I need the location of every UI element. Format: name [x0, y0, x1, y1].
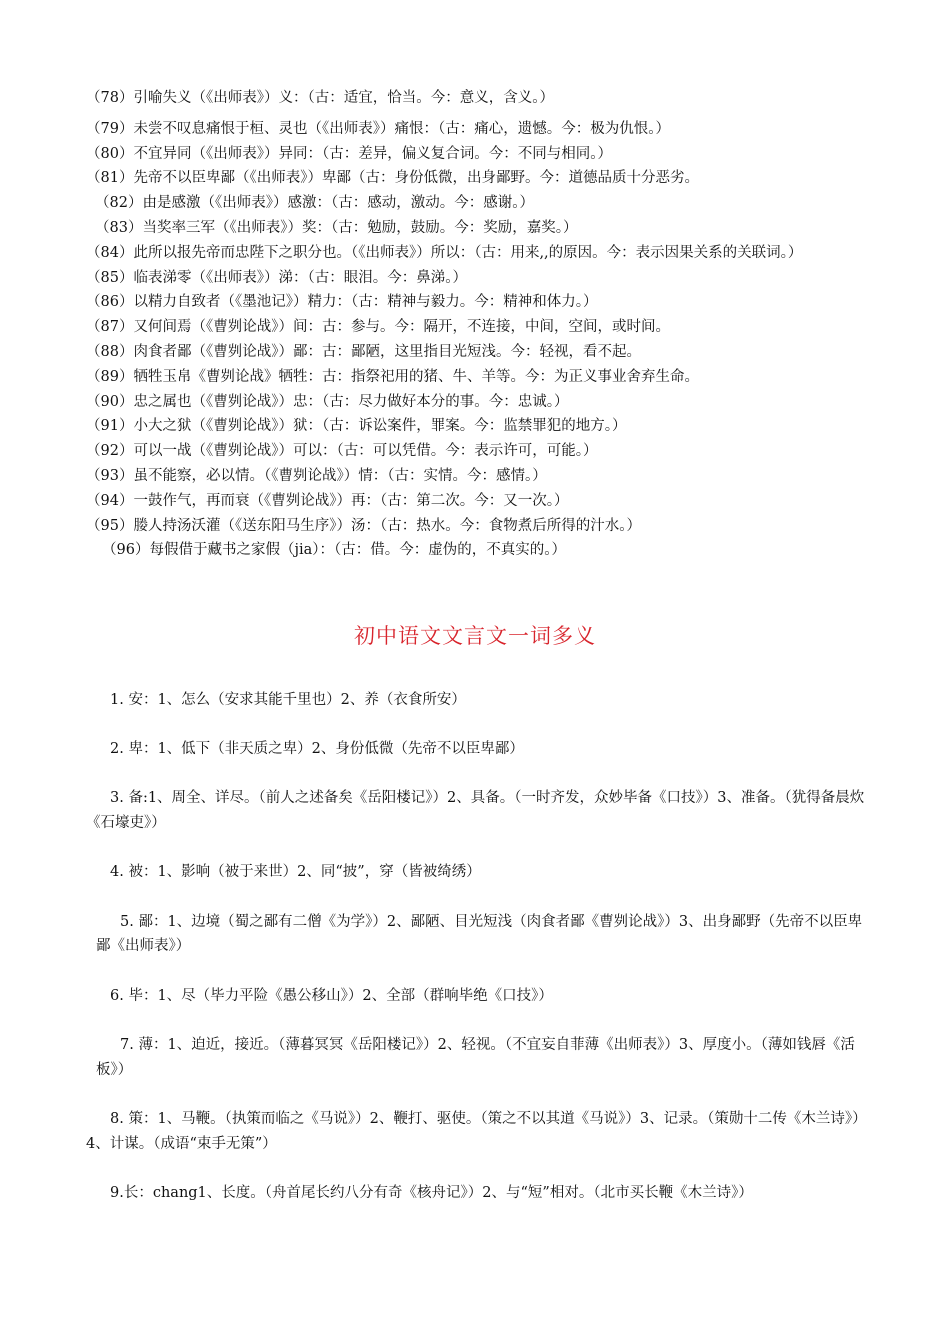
list-item: （81）先帝不以臣卑鄙（《出师表》）卑鄙（古：身份低微，出身鄙野。今：道德品质十分恶劣。 — [86, 170, 699, 187]
polysemy-entry — [86, 860, 866, 885]
list-item: （93）虽不能察，必以情。（《曹刿论战》）情：（古：实情。今：感情。） — [86, 467, 547, 484]
list-item: （83）当奖率三军（《出师表》）奖：（古：勉励，鼓励。今：奖励，嘉奖。） — [95, 219, 578, 236]
list-item: （90）忠之属也（《曹刿论战》）忠：（古：尽力做好本分的事。今：忠诚。） — [86, 393, 569, 410]
polysemy-entry — [86, 1181, 866, 1206]
list-item: （94）一鼓作气，再而衰（《曹刿论战》）再：（古：第二次。今：又一次。） — [86, 492, 569, 509]
list-item: （80）不宜异同（《出师表》）异同：（古：差异，偏义复合词。今：不同与相同。） — [86, 145, 612, 162]
polysemy-list — [86, 688, 866, 1230]
list-item: （92）可以一战（《曹刿论战》）可以：（古：可以凭借。今：表示许可，可能。） — [86, 443, 598, 460]
polysemy-entry-text: 1. 安：1、怎么（安求其能千里也）2、养（衣食所安） — [110, 692, 466, 708]
polysemy-entry — [86, 786, 866, 836]
list-item: （78）引喻失义（《出师表》）义：（古：适宜，恰当。今：意义，含义。） — [86, 90, 554, 106]
list-item: （86）以精力自致者（《墨池记》）精力：（古：精神与毅力。今：精神和体力。） — [86, 294, 598, 311]
list-item: （95）媵人持汤沃灌（《送东阳马生序》）汤：（古：热水。今：食物煮后所得的汁水。） — [86, 517, 641, 534]
polysemy-entry-text: 7. 薄：1、迫近，接近。（薄暮冥冥《岳阳楼记》）2、轻视。（不宜妄自菲薄《出师表》）3、厚度小。（薄如钱唇《活板》） — [96, 1036, 855, 1078]
polysemy-entry — [86, 984, 866, 1009]
list-item: （87）又何间焉（《曹刿论战》）间：古：参与。今：隔开，不连接，中间，空间，或时间。 — [86, 319, 670, 336]
list-item: （96）每假借于藏书之家假（jia）：（古：借。今：虚伪的，不真实的。） — [102, 542, 566, 559]
section-title: 初中语文文言文一词多义 — [354, 624, 596, 648]
list-item: （91）小大之狱（《曹刿论战》）狱：（古：诉讼案件，罪案。今：监禁罪犯的地方。） — [86, 418, 627, 435]
polysemy-entry-text: 3. 备:1、周全、详尽。（前人之述备矣《岳阳楼记》）2、具备。（一时齐发，众妙毕备《口技》）3、准备。（犹得备晨炊《石壕吏》） — [86, 790, 865, 832]
list-item: （82）由是感激（《出师表》）感激：（古：感动，激动。今：感谢。） — [95, 195, 534, 212]
list-item: （88）肉食者鄙（《曹刿论战》）鄙：古：鄙陋，这里指目光短浅。今：轻视，看不起。 — [86, 343, 641, 360]
polysemy-entry — [86, 1033, 866, 1083]
polysemy-entry-text: 5. 鄙：1、边境（蜀之鄙有二僧《为学》）2、鄙陋、目光短浅（肉食者鄙《曹刿论战》）3、出身鄙野（先帝不以臣卑鄙《出师表》） — [96, 913, 863, 955]
ancient-modern-meaning-list — [86, 86, 876, 563]
polysemy-entry — [86, 1107, 866, 1157]
polysemy-entry — [86, 688, 866, 713]
polysemy-entry — [86, 910, 866, 960]
polysemy-entry-text: 9.长：chang1、长度。（舟首尾长约八分有奇《核舟记》）2、与“短”相对。（北市买长鞭《木兰诗》） — [110, 1184, 753, 1201]
polysemy-entry — [86, 737, 866, 762]
polysemy-entry-text: 2. 卑：1、低下（非天质之卑）2、身份低微（先帝不以臣卑鄙） — [110, 741, 524, 758]
list-item: （79）未尝不叹息痛恨于桓、灵也（《出师表》）痛恨：（古：痛心，遗憾。今：极为仇恨。） — [86, 120, 670, 137]
polysemy-entry-text: 8. 策：1、马鞭。（执策而临之《马说》）2、鞭打、驱使。（策之不以其道《马说》）3、记录。（策勋十二传《木兰诗》）4、计谋。（成语“束手无策”） — [86, 1110, 860, 1152]
list-item: （85）临表涕零（《出师表》）涕：（古：眼泪。今：鼻涕。） — [86, 269, 467, 286]
polysemy-entry-text: 6. 毕：1、尽（毕力平险《愚公移山》）2、全部（群响毕绝《口技》） — [110, 987, 553, 1004]
list-item: （84）此所以报先帝而忠陛下之职分也。（《出师表》）所以：（古：用来,,的原因。今：表示因果关系的关联词。） — [86, 244, 803, 261]
polysemy-entry-text: 4. 被：1、影响（被于来世）2、同“披”，穿（皆被绮绣） — [110, 864, 481, 881]
list-item: （89）牺牲玉帛《曹刿论战》牺牲：古：指祭祀用的猪、牛、羊等。今：为正义事业舍弃生命。 — [86, 368, 699, 385]
